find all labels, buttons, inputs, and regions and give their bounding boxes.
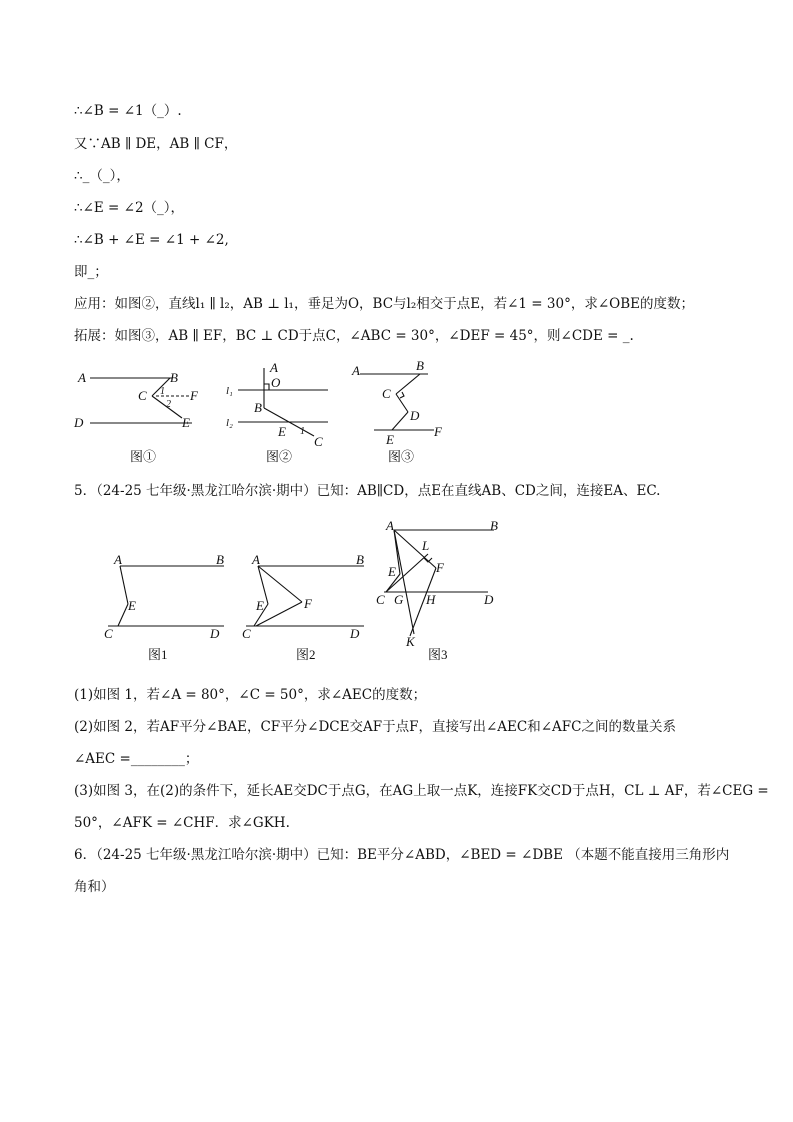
g1-label-A: A bbox=[114, 552, 122, 567]
fig1-label-A: A bbox=[78, 370, 86, 385]
g3-label-A: A bbox=[386, 518, 394, 533]
proof-line-6: 即_； bbox=[74, 264, 108, 280]
q5-part-3-b: 50°，∠AFK = ∠CHF．求∠GKH. bbox=[74, 815, 290, 831]
figure-g1 bbox=[104, 552, 224, 662]
fig3-label-C: C bbox=[382, 386, 391, 401]
g3-label-K: K bbox=[406, 634, 415, 649]
fig2-label-B: B bbox=[254, 400, 262, 415]
g2-label-C: C bbox=[242, 626, 251, 641]
g1-label-C: C bbox=[104, 626, 113, 641]
g3-label-D: D bbox=[484, 592, 494, 607]
g3-label-H: H bbox=[426, 592, 436, 607]
problem-5-header: 5．（24-25 七年级·黑龙江哈尔滨·期中）已知：AB∥CD，点E在直线AB、CD之间，连接EA、EC. bbox=[74, 483, 661, 499]
figure-2 bbox=[226, 360, 328, 464]
proof-line-5: ∴∠B + ∠E = ∠1 + ∠2, bbox=[74, 232, 229, 248]
fig2-label-O: O bbox=[271, 375, 281, 390]
proof-line-2: 又∵AB ∥ DE，AB ∥ CF， bbox=[74, 136, 238, 152]
fig3-label-E: E bbox=[386, 432, 394, 447]
g3-label-E: E bbox=[388, 564, 396, 579]
fig3-label-D: D bbox=[410, 408, 420, 423]
g2-label-A: A bbox=[252, 552, 260, 567]
g2-label-E: E bbox=[256, 598, 264, 613]
fig3-caption: 图③ bbox=[388, 449, 415, 464]
figure-3 bbox=[351, 358, 443, 464]
fig3-label-B: B bbox=[416, 358, 424, 373]
fig1-label-D: D bbox=[74, 415, 84, 430]
g3-label-G: G bbox=[394, 592, 404, 607]
g1-label-E: E bbox=[128, 598, 136, 613]
g2-label-D: D bbox=[350, 626, 360, 641]
fig1-label-E: E bbox=[182, 415, 190, 430]
fig3-label-A: A bbox=[352, 363, 360, 378]
fig1-caption: 图① bbox=[130, 449, 157, 464]
figure-1 bbox=[73, 370, 199, 464]
fig1-label-F: F bbox=[190, 388, 198, 403]
fig1-label-2: 2 bbox=[166, 399, 171, 410]
problem-6-header: 6．（24-25 七年级·黑龙江哈尔滨·期中）已知：BE平分∠ABD，∠BED = ∠DBE （本题不能直接用三角形内 bbox=[74, 847, 730, 863]
problem-6-cont: 角和） bbox=[74, 879, 115, 895]
figure-row-top bbox=[70, 358, 470, 468]
g1-label-D: D bbox=[210, 626, 220, 641]
application-text: 应用：如图②，直线l₁ ∥ l₂，AB ⊥ l₁，垂足为O，BC与l₂相交于点E，若∠1 = 30°，求∠OBE的度数； bbox=[74, 296, 694, 312]
q5-part-2: (2)如图 2，若AF平分∠BAE，CF平分∠DCE交AF于点F，直接写出∠AEC和∠AFC之间的数量关系 bbox=[74, 719, 676, 735]
g3-caption: 图3 bbox=[428, 647, 448, 662]
fig2-label-C: C bbox=[314, 434, 323, 449]
fig1-label-C: C bbox=[138, 388, 147, 403]
figure-g3 bbox=[376, 518, 498, 662]
fig3-label-F: F bbox=[434, 424, 442, 439]
g1-label-B: B bbox=[216, 552, 224, 567]
fig2-label-1: 1 bbox=[300, 426, 305, 437]
fig2-label-l2: l₂ bbox=[226, 417, 233, 429]
g1-caption: 图1 bbox=[148, 647, 168, 662]
fig2-label-l1: l₁ bbox=[226, 385, 233, 397]
fig2-caption: 图② bbox=[266, 449, 293, 464]
proof-line-4: ∴∠E = ∠2（_）， bbox=[74, 200, 185, 216]
fig2-label-E: E bbox=[278, 424, 286, 439]
fig2-label-A: A bbox=[270, 360, 278, 375]
extension-text: 拓展：如图③，AB ∥ EF，BC ⊥ CD于点C，∠ABC = 30°，∠DEF = 45°，则∠CDE = _. bbox=[74, 328, 634, 344]
g3-label-C: C bbox=[376, 592, 385, 607]
g3-label-F: F bbox=[436, 560, 444, 575]
fig1-label-1: 1 bbox=[160, 386, 165, 397]
proof-line-1: ∴∠B = ∠1（_）. bbox=[74, 103, 182, 119]
g3-label-B: B bbox=[490, 518, 498, 533]
g2-label-B: B bbox=[356, 552, 364, 567]
g2-label-F: F bbox=[304, 596, 312, 611]
figure-row-mid bbox=[96, 514, 516, 664]
g3-label-L: L bbox=[422, 538, 430, 553]
proof-line-3: ∴_（_）， bbox=[74, 168, 130, 184]
q5-part-2-answer: ∠AEC =________； bbox=[74, 751, 199, 767]
q5-part-1: (1)如图 1，若∠A = 80°，∠C = 50°，求∠AEC的度数； bbox=[74, 687, 427, 703]
fig1-label-B: B bbox=[170, 370, 178, 385]
g2-caption: 图2 bbox=[296, 647, 316, 662]
figure-g2 bbox=[242, 552, 364, 662]
q5-part-3-a: (3)如图 3，在(2)的条件下，延长AE交DC于点G，在AG上取一点K，连接FK交CD于点H，CL ⊥ AF，若∠CEG = bbox=[74, 783, 769, 799]
